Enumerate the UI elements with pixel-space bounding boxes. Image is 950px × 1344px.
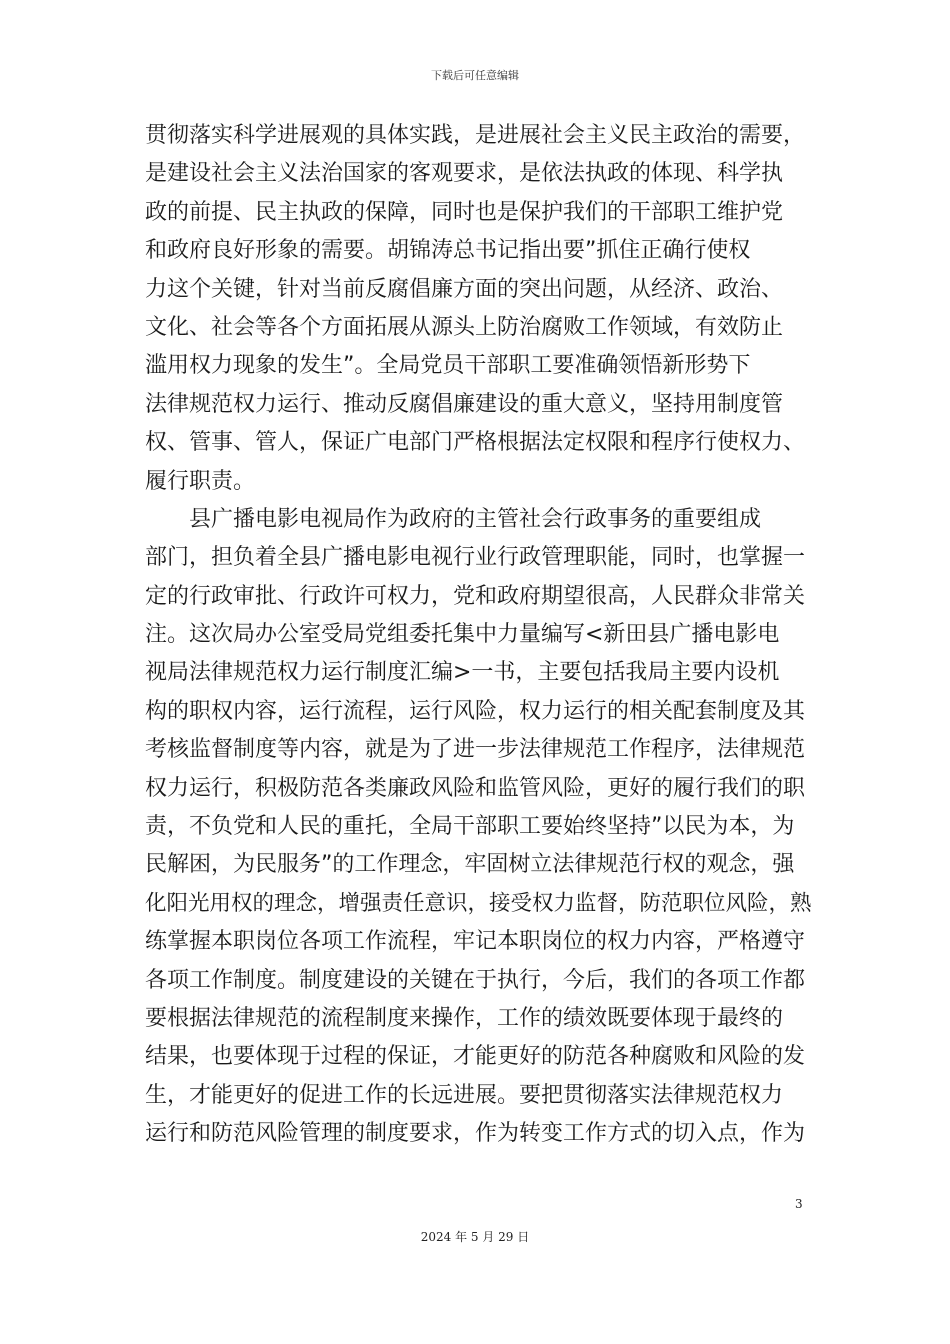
text-line: 履行职责。: [145, 468, 256, 494]
document-body: [145, 117, 817, 1154]
footer-date: 2024 年 5 月 29 日: [420, 1230, 530, 1244]
text-line: 文化、社会等各个方面拓展从源头上防治腐败工作领域，有效防止: [145, 314, 784, 340]
paragraph-2: [145, 501, 817, 1154]
page-header: 下载后可任意编辑: [431, 69, 519, 82]
text-line: 结果，也要体现于过程的保证，才能更好的防范各种腐败和风险的发: [145, 1044, 806, 1070]
paragraph-1: [145, 117, 817, 501]
text-line: 定的行政审批、行政许可权力，党和政府期望很高，人民群众非常关: [145, 583, 806, 609]
text-line: 贯彻落实科学进展观的具体实践，是进展社会主义民主政治的需要，: [145, 123, 806, 148]
text-line: 法律规范权力运行、推动反腐倡廉建设的重大意义，坚持用制度管: [145, 391, 784, 417]
text-line: 民解困，为民服务”的工作理念，牢固树立法律规范行权的观念，强: [145, 852, 795, 878]
text-line: 县广播电影电视局作为政府的主管社会行政事务的重要组成: [189, 506, 762, 532]
text-line: 责，不负党和人民的重托，全局干部职工要始终坚持”以民为本，为: [145, 814, 795, 840]
text-line: 是建设社会主义法治国家的客观要求，是依法执政的体现、科学执: [145, 161, 784, 187]
text-line: 化阳光用权的理念，增强责任意识，接受权力监督，防范职位风险，熟: [145, 890, 812, 916]
text-line: 权力运行，积极防范各类廉政风险和监管风险，更好的履行我们的职: [145, 775, 806, 801]
text-line: 练掌握本职岗位各项工作流程，牢记本职岗位的权力内容，严格遵守: [145, 929, 806, 955]
text-line: 生，才能更好的促进工作的长远进展。要把贯彻落实法律规范权力: [145, 1082, 784, 1108]
page-number: 3: [795, 1197, 803, 1211]
text-line: 政的前提、民主执政的保障，同时也是保护我们的干部职工维护党: [145, 199, 784, 225]
text-line: 考核监督制度等内容，就是为了进一步法律规范工作程序，法律规范: [145, 737, 806, 763]
text-line: 滥用权力现象的发生”。全局党员干部职工要准确领悟新形势下: [145, 353, 751, 379]
text-line: 和政府良好形象的需要。胡锦涛总书记指出要”抓住正确行使权: [145, 238, 751, 264]
text-line: 注。这次局办公室受局党组委托集中力量编写<新田县广播电影电: [145, 622, 780, 648]
text-line: 各项工作制度。制度建设的关键在于执行，今后，我们的各项工作都: [145, 967, 806, 993]
text-line: 部门，担负着全县广播电影电视行业行政管理职能，同时，也掌握一: [145, 545, 806, 571]
text-line: 要根据法律规范的流程制度来操作，工作的绩效既要体现于最终的: [145, 1005, 784, 1031]
text-line: 构的职权内容，运行流程，运行风险，权力运行的相关配套制度及其: [145, 698, 806, 724]
text-line: 力这个关键，针对当前反腐倡廉方面的突出问题，从经济、政治、: [145, 276, 784, 302]
text-line: 视局法律规范权力运行制度汇编>一书，主要包括我局主要内设机: [145, 660, 780, 686]
text-line: 运行和防范风险管理的制度要求，作为转变工作方式的切入点，作为: [145, 1121, 806, 1147]
text-line: 权、管事、管人，保证广电部门严格根据法定权限和程序行使权力、: [145, 430, 806, 456]
